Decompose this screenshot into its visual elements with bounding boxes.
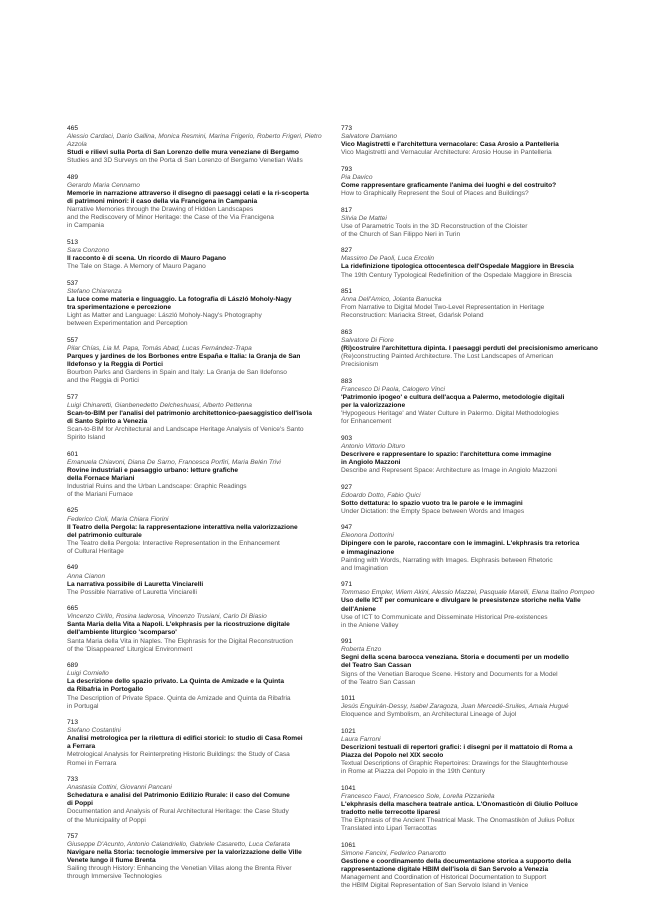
page-number: 793	[341, 165, 353, 173]
page-number: 757	[67, 833, 79, 841]
page-number: 465	[67, 125, 79, 132]
toc-entry	[67, 451, 337, 500]
page-number: 903	[341, 434, 353, 442]
page-number: 601	[67, 450, 79, 458]
entry-title: Segni della scena barocca veneziana. Storia e documenti per un modello del Teatro San Cassan	[341, 654, 569, 670]
entry-subtitle: Studies and 3D Surveys on the Porta di San Lorenzo of Bergamo Venetian Walls	[67, 157, 303, 165]
toc-entry	[67, 125, 337, 165]
page-number: 649	[67, 564, 79, 572]
entry-subtitle: Sailing through History: Enhancing the Venetian Villas along the Brenta River through Immersive Technologies	[67, 865, 292, 881]
entry-authors: Emanuela Chiavoni, Diana De Sarno, Francesca Porfiri, Maria Belén Trivi	[67, 458, 281, 466]
entry-subtitle: Narrative Memories through the Drawing of Hidden Landscapes and the Rediscovery of Minor Heritage: the Case of the Via Francigena in Campania	[67, 206, 274, 230]
page-number: 817	[341, 206, 353, 214]
entry-authors: Antonio Vittorio Dituro	[341, 442, 406, 450]
toc-entry	[67, 776, 337, 825]
entry-title: Descrizioni testuali di repertori grafici: i disegni per il mattatoio di Roma a Piazza del Popolo nel XIX secolo	[341, 743, 573, 760]
toc-entry	[67, 605, 337, 654]
entry-authors: Salvatore Damiano	[341, 133, 398, 141]
page-number: 577	[67, 393, 79, 401]
toc-entry	[67, 564, 337, 596]
entry-authors: Alessio Cardaci, Dario Gallina, Monica Resmini, Marina Frigerio, Roberto Frigeri, Pietro Azzola	[67, 133, 322, 149]
page-number: 1021	[341, 727, 356, 735]
entry-title: Il Teatro della Pergola: la rappresentazione interattiva nella valorizzazione del patrimonio culturale	[67, 523, 298, 539]
entry-subtitle: Industrial Ruins and the Urban Landscape: Graphic Readings of the Mariani Furnace	[67, 482, 247, 498]
entry-authors: Giuseppe D'Acunto, Antonio Calandriello, Gabriele Casaretto, Luca Cefarata	[67, 841, 291, 849]
entry-authors: Pilar Chías, Lia M. Papa, Tomás Abad, Lucas Fernández-Trapa	[67, 344, 252, 352]
toc-entry	[341, 524, 611, 573]
page-number: 713	[67, 719, 79, 727]
toc-entry	[341, 728, 611, 777]
toc-entry	[67, 662, 337, 711]
page-number: 863	[341, 328, 353, 336]
entry-authors: Simone Fancini, Federico Panarotto	[341, 849, 447, 857]
entry-authors: Gerardo Maria Cennamo	[67, 181, 140, 189]
entry-authors: Francesco Di Paola, Calogero Vinci	[341, 385, 445, 393]
toc-entry	[341, 842, 611, 891]
entry-title: L'ekphrasis della maschera teatrale antica. L'Onomasticòn di Giulio Polluce tradotto nelle terrecotte liparesi	[341, 800, 578, 817]
entry-title: Navigare nella Storia: tecnologie immersive per la valorizzazione delle Ville Venete lungo il fiume Brenta	[67, 849, 302, 865]
page-number: 537	[67, 279, 79, 287]
entry-authors: Salvatore Di Fiore	[341, 336, 394, 344]
entry-title: Vico Magistretti e l'architettura vernacolare: Casa Arosio a Pantelleria	[341, 141, 559, 149]
page-number: 665	[67, 605, 79, 613]
toc-entry	[67, 280, 337, 329]
entry-authors: Luigi Chinaretti, Gianbenedetto Delcheshuasi, Alberto Pettenna	[67, 401, 252, 409]
entry-title: Sotto dettatura: lo spazio vuoto tra le parole e le immagini	[341, 499, 523, 507]
entry-subtitle: Santa Maria della Vita in Naples. The Ekphrasis for the Digital Reconstruction of the 'Disappeared' Liturgical Environment	[67, 637, 293, 653]
page-number: 827	[341, 247, 353, 255]
toc-entry	[341, 166, 611, 198]
page-number: 991	[341, 638, 353, 646]
toc-entry	[341, 638, 611, 687]
entry-title: Rovine industriali e paesaggio urbano: letture grafiche della Fornace Mariani	[67, 466, 239, 482]
entry-authors: Francesco Fauci, Francesco Sole, Lorella Pizzariella	[341, 792, 495, 800]
entry-authors: Pia Davico	[341, 173, 373, 181]
entry-subtitle: The Ekphrasis of the Ancient Theatrical Mask. The Onomastikòn of Julius Pollux Translated into Lipari Terracottas	[341, 817, 575, 833]
page-number: 513	[67, 238, 79, 246]
entry-authors: Roberta Enzo	[341, 646, 382, 654]
entry-authors: Tommaso Empler, Wiem Akini, Alessio Mazzei, Pasquale Marelli, Elena Italino Pompeo	[341, 589, 595, 597]
entry-subtitle: 'Hypogeous Heritage' and Water Culture in Palermo. Digital Methodologies for Enhancement	[341, 410, 559, 426]
entry-subtitle: Describe and Represent Space: Architecture as Image in Angiolo Mazzoni	[341, 467, 557, 475]
page-number: 927	[341, 483, 353, 491]
entry-title: Analisi metrologica per la rilettura di edifici storici: lo studio di Casa Romei a Ferrara	[67, 735, 303, 751]
entry-authors: Stefano Costantini	[67, 727, 121, 735]
entry-title: Memorie in narrazione attraverso il disegno di paesaggi celati e la ri-scoperta di patrimoni minori: il caso della via Francigena in Campania	[67, 190, 309, 206]
page-number: 1041	[341, 784, 356, 792]
entry-subtitle: From Narrative to Digital Model Two-Level Representation in Heritage Reconstruction: Mariacka Street, Gdańsk Poland	[341, 304, 545, 320]
entry-subtitle: Bourbon Parks and Gardens in Spain and Italy: La Granja de San Ildefonso and the Reggia di Portici	[67, 369, 287, 385]
entry-authors: Massimo De Paoli, Luca Ercolin	[341, 255, 435, 263]
entry-subtitle: Painting with Words, Narrating with Images. Ekphrasis between Rhetoric and Imagination	[341, 556, 553, 572]
entry-title: La luce come materia e linguaggio. La fotografia di László Moholy-Nagy tra sperimentazione e percezione	[67, 295, 292, 311]
entry-subtitle: The 19th Century Typological Redefinition of the Ospedale Maggiore in Brescia	[341, 271, 572, 279]
page-number: 489	[67, 173, 79, 181]
entry-authors: Sara Conzono	[67, 247, 110, 254]
entry-title: Santa Maria della Vita a Napoli. L'ekphrasis per la ricostruzione digitale dell'ambiente liturgico 'scomparso'	[67, 621, 290, 637]
entry-subtitle: Management and Coordination of Historical Documentation to Support the HBIM Digital Representation of San Servolo Island in Venice	[341, 874, 547, 890]
entry-subtitle: Documentation and Analysis of Rural Architectural Heritage: the Case Study of the Municipality of Poppi	[67, 808, 289, 824]
entry-title: Gestione e coordinamento della documentazione storica a supporto della rappresentazione digitale HBIM dell'isola di San Servolo a Venezia	[341, 857, 572, 873]
page-number: 1061	[341, 841, 356, 849]
entry-authors: Anastasia Cottini, Giovanni Pancani	[67, 784, 172, 792]
toc-entry	[67, 337, 337, 386]
toc-entry	[67, 239, 337, 271]
entry-title: Descrivere e rappresentare lo spazio: l'architettura come immagine in Angiolo Mazzoni	[341, 450, 552, 466]
entry-authors: Silvia De Mattei	[341, 214, 387, 222]
entry-subtitle: The Tale on Stage. A Memory of Mauro Pagano	[67, 263, 206, 271]
entry-authors: Anna Cianon	[67, 572, 106, 580]
toc-entry	[341, 435, 611, 475]
entry-subtitle: How to Graphically Represent the Soul of Places and Buildings?	[341, 190, 529, 198]
entry-authors: Federico Cioli, Maria Chiara Fiorini	[67, 515, 169, 523]
page-number: 689	[67, 662, 79, 670]
toc-entry	[341, 288, 611, 320]
entry-authors: Stefano Chiarenza	[67, 287, 122, 295]
entry-title: Parques y jardines de los Borbones entre España e Italia: la Granja de San Ildefonso y la Reggia di Portici	[67, 352, 301, 368]
entry-subtitle: Signs of the Venetian Baroque Scene. History and Documents for a Model of the Teatro San Cassan	[341, 670, 558, 686]
entry-title: 'Patrimonio ipogeo' e cultura dell'acqua a Palermo, metodologie digitali per la valorizzazione	[341, 393, 565, 409]
entry-subtitle: (Re)constructing Painted Architecture. The Lost Landscapes of American Precisionism	[341, 353, 554, 369]
entry-authors: Anna Dell'Amico, Jolanta Banucka	[341, 296, 442, 304]
entry-subtitle: Use of Parametric Tools in the 3D Reconstruction of the Cloister of the Church of San Filippo Neri in Turin	[341, 222, 528, 238]
toc-entry	[341, 247, 611, 279]
entry-title: Schedatura e analisi del Patrimonio Edilizio Rurale: il caso del Comune di Poppi	[67, 792, 290, 808]
entry-subtitle: Vico Magistretti and Vernacular Architecture: Arosio House in Pantelleria	[341, 149, 552, 157]
page-number: 773	[341, 125, 353, 132]
entry-title: Come rappresentare graficamente l'anima dei luoghi e del costruito?	[341, 181, 557, 189]
page-number: 851	[341, 288, 353, 296]
entry-subtitle: Scan-to-BIM for Architectural and Landscape Heritage Analysis of Venice's Santo Spirito Island	[67, 425, 304, 442]
toc-column-left	[67, 125, 337, 890]
toc-entry	[67, 394, 337, 443]
entry-authors: Luigi Corniello	[67, 670, 109, 678]
entry-authors: Edoardo Dotto, Fabio Quici	[341, 491, 421, 499]
page-number: 1011	[341, 695, 356, 703]
entry-subtitle: The Possible Narrative of Lauretta Vinciarelli	[67, 588, 197, 596]
entry-subtitle: Metrological Analysis for Reinterpreting Historic Buildings: the Study of Casa Romei in Ferrara	[67, 751, 290, 767]
toc-entry	[341, 207, 611, 239]
toc-column-right	[341, 125, 611, 899]
toc-entry	[341, 378, 611, 427]
toc-entry	[341, 581, 611, 630]
entry-subtitle: Light as Matter and Language: László Moholy-Nagy's Photography between Experimentation and Perception	[67, 312, 262, 328]
toc-entry	[341, 484, 611, 516]
toc-entry	[341, 125, 611, 157]
entry-subtitle: The Description of Private Space. Quinta de Amizade and Quinta da Ribafria in Portugal	[67, 694, 291, 710]
entry-title: Studi e rilievi sulla Porta di San Lorenzo delle mura veneziane di Bergamo	[67, 149, 299, 157]
toc-entry	[341, 695, 611, 719]
entry-title: La ridefinizione tipologica ottocentesca dell'Ospedale Maggiore in Brescia	[341, 263, 574, 271]
entry-subtitle: Textual Descriptions of Graphic Repertoires: Drawings for the Slaughterhouse in Rome at Piazza del Popolo in the 19th Century	[341, 760, 568, 776]
entry-subtitle: The Teatro della Pergola: Interactive Representation in the Enhancement of Cultural Heritage	[67, 539, 280, 555]
page-number: 625	[67, 507, 79, 515]
entry-authors: Laura Farroni	[341, 735, 381, 743]
entry-authors: Eleonora Dottorini	[341, 532, 394, 540]
entry-authors: Vincenzo Cirillo, Rosina Iaderosa, Vincenzo Trusiani, Carlo Di Biasio	[67, 613, 267, 621]
toc-entry	[67, 833, 337, 882]
entry-title: Il racconto è di scena. Un ricordo di Mauro Pagano	[67, 255, 227, 263]
entry-title: Uso delle ICT per comunicare e divulgare le preesistenze storiche nella Valle dell'Aniene	[341, 597, 581, 613]
entry-title: (Ri)costruire l'architettura dipinta. I paesaggi perduti del precisionismo americano	[341, 345, 598, 353]
page-number: 733	[67, 776, 79, 784]
entry-title: Dipingere con le parole, raccontare con le immagini. L'ekphrasis tra retorica e immaginazione	[341, 540, 580, 556]
toc-entry	[341, 785, 611, 834]
entry-subtitle: Eloquence and Symbolism, an Architectural Lineage of Jujol	[341, 711, 517, 719]
entry-subtitle: Use of ICT to Communicate and Disseminate Historical Pre-existences in the Aniene Valley	[341, 613, 548, 629]
toc-entry	[341, 329, 611, 369]
page-number: 883	[341, 377, 353, 385]
page-number: 947	[341, 524, 353, 532]
entry-title: La narrativa possibile di Lauretta Vinciarelli	[67, 580, 204, 588]
entry-title: Scan-to-BIM per l'analisi del patrimonio architettonico-paesaggistico dell'isola di Santo Spirito a Venezia	[67, 409, 312, 425]
page-number: 557	[67, 336, 79, 344]
page-number: 971	[341, 581, 353, 589]
entry-subtitle: Under Dictation: the Empty Space between Words and Images	[341, 507, 525, 515]
entry-authors: Jesús Enguirán-Dessy, Isabel Zaragoza, Juan Mercedé-Sruiles, Amaia Hugué	[341, 703, 569, 711]
toc-entry	[67, 174, 337, 231]
entry-title: La descrizione dello spazio privato. La Quinta de Amizade e la Quinta da Ribafria in Portogallo	[67, 678, 285, 694]
toc-entry	[67, 719, 337, 768]
toc-entry	[67, 507, 337, 556]
